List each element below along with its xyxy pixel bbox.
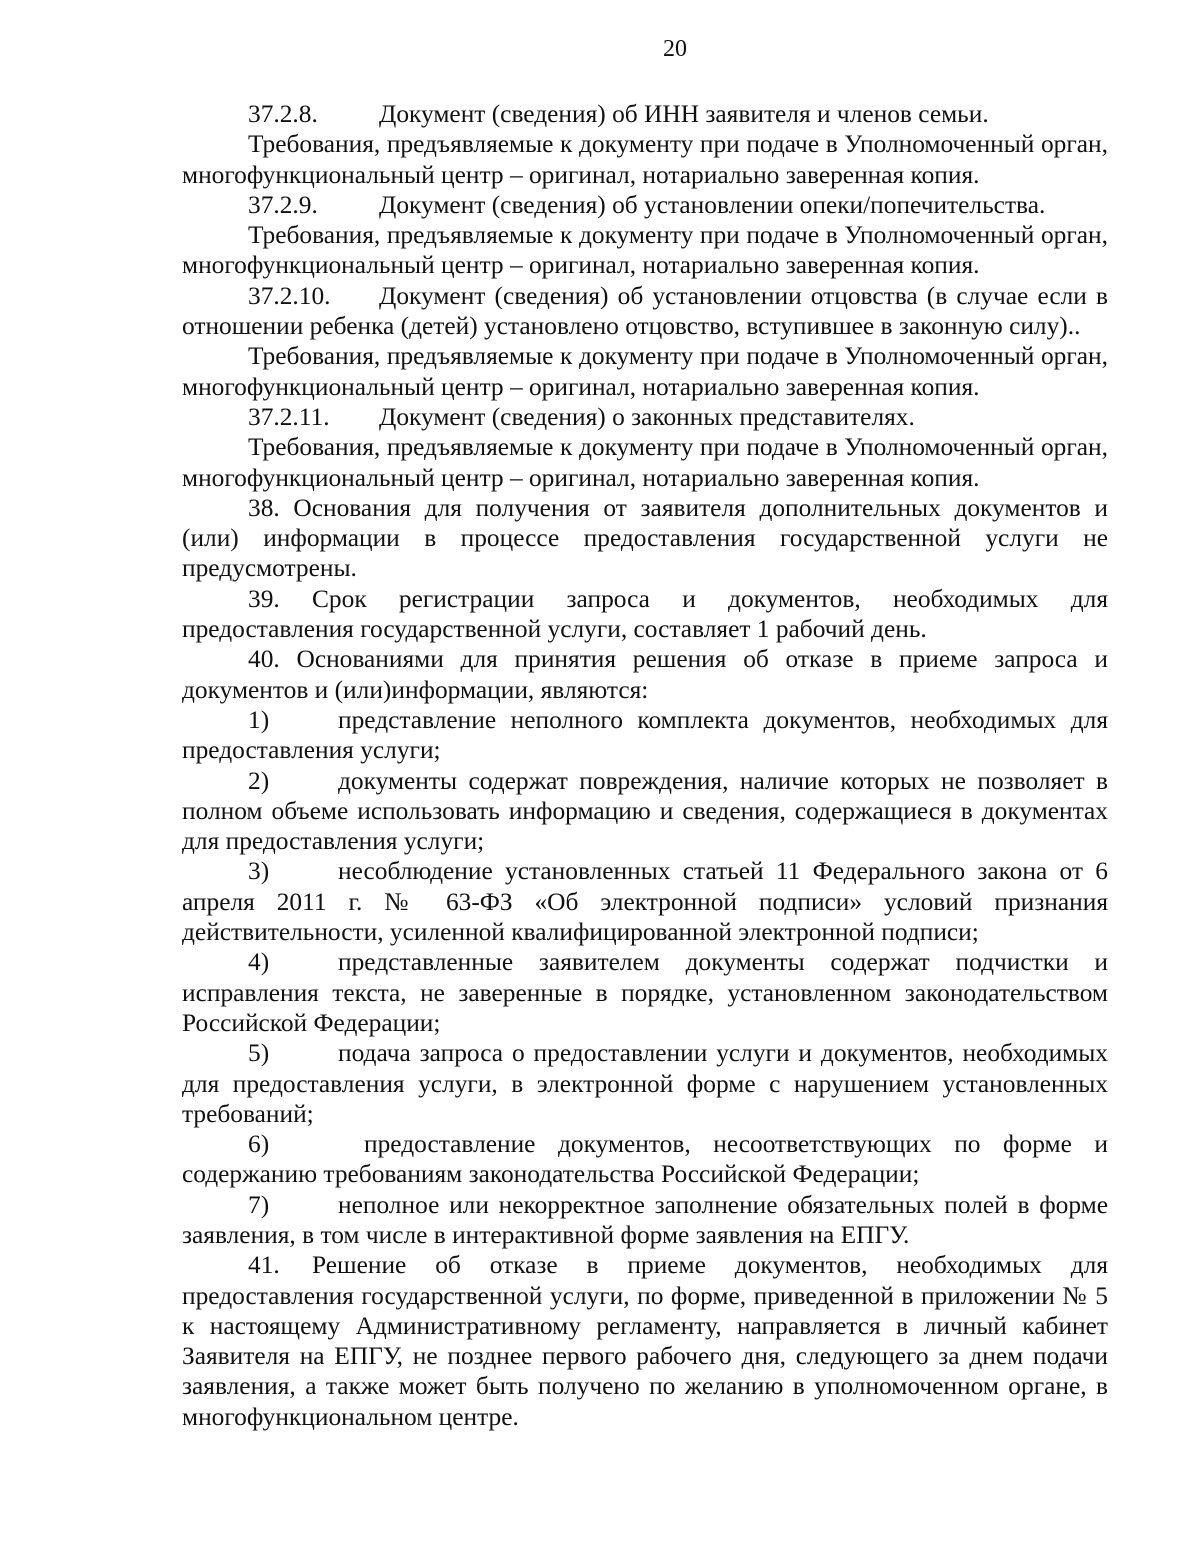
page-number: 20: [663, 36, 687, 62]
clause-number: 39.: [248, 584, 280, 613]
list-item-number: 4): [248, 948, 270, 977]
clause-number: 37.2.8.: [248, 100, 318, 128]
clause-text: Решение об отказе в приеме документов, необходимых для предоставления государственной услуги, по форме, приведенной в приложении № 5 к настоящему Административному регламенту, направляется в личный кабинет Заявителя на ЕПГУ, не позднее первого рабочего дня, следующего за днем подачи заявления, а также может быть получено по желанию в уполномоченном органе, в многофункциональном центре.: [182, 1251, 1108, 1431]
list-item-text: предоставление документов, несоответствующих по форме и содержанию требованиям законодательства Российской Федерации;: [182, 1130, 1108, 1189]
list-item-text: несоблюдение установленных статьей 11 Федерального закона от 6 апреля 2011 г. № 63-ФЗ «Об электронной подписи» условий признания действительности, усиленной квалифицированной электронной подписи;: [182, 857, 1108, 947]
list-item: [182, 1038, 1108, 1129]
paragraph-40: 40. Основаниями для принятия решения об отказе в приеме запроса и документов и (или)информации, являются:: [182, 645, 1108, 704]
list-item-text: документы содержат повреждения, наличие которых не позволяет в полном объеме использовать информацию и сведения, содержащиеся в документах для предоставления услуги;: [182, 766, 1108, 856]
list-item-number: 6): [248, 1130, 270, 1159]
clause-text: Документ (сведения) о законных представителях.: [379, 402, 915, 431]
list-item-number: 7): [248, 1190, 270, 1219]
clause-number: 37.2.10.: [248, 281, 331, 310]
list-item-text: неполное или некорректное заполнение обязательных полей в форме заявления, в том числе в интерактивной форме заявления на ЕПГУ.: [182, 1190, 1108, 1249]
requirements-paragraph: Требования, предъявляемые к документу при подаче в Уполномоченный орган, многофункциональный центр – оригинал, нотариально заверенная копия.: [182, 130, 1108, 189]
list-item-number: 1): [248, 705, 270, 734]
paragraph-37-2-11: [182, 402, 1108, 432]
requirements-paragraph: Требования, предъявляемые к документу при подаче в Уполномоченный орган, многофункциональный центр – оригинал, нотариально заверенная копия.: [182, 342, 1108, 401]
list-item-text: подача запроса о предоставлении услуги и документов, необходимых для предоставления услуги, в электронной форме с нарушением установленных требований;: [182, 1039, 1108, 1128]
clause-number: 37.2.9.: [248, 190, 318, 219]
list-item: [182, 705, 1108, 766]
clause-text: Документ (сведения) об ИНН заявителя и членов семьи.: [379, 100, 989, 128]
paragraph-37-2-10: [182, 281, 1108, 342]
list-item-number: 2): [248, 766, 270, 795]
paragraph-38: 38. Основания для получения от заявителя дополнительных документов и (или) информации в процессе предоставления государственной услуги не предусмотрены.: [182, 493, 1108, 583]
list-item: [182, 1129, 1108, 1190]
clause-number: 41.: [248, 1251, 280, 1280]
list-item-text: представленные заявителем документы содержат подчистки и исправления текста, не заверенные в порядке, установленном законодательством Российской Федерации;: [182, 948, 1108, 1037]
paragraph-37-2-8: [182, 99, 1108, 129]
list-item-number: 3): [248, 857, 270, 886]
list-item: [182, 1190, 1108, 1251]
clause-text: Срок регистрации запроса и документов, необходимых для предоставления государственной услуги, составляет 1 рабочий день.: [182, 584, 1108, 644]
paragraph-39: [182, 584, 1108, 645]
paragraph-37-2-9: [182, 190, 1108, 220]
paragraph-41: [182, 1250, 1108, 1432]
list-item-number: 5): [248, 1039, 270, 1068]
list-item: [182, 856, 1108, 947]
list-item-text: представление неполного комплекта документов, необходимых для предоставления услуги;: [182, 705, 1108, 765]
clause-number: 37.2.11.: [248, 402, 330, 431]
list-item: [182, 947, 1108, 1038]
requirements-paragraph: Требования, предъявляемые к документу при подаче в Уполномоченный орган, многофункциональный центр – оригинал, нотариально заверенная копия.: [182, 433, 1108, 492]
clause-text: Документ (сведения) об установлении опеки/попечительства.: [379, 190, 1046, 219]
list-item: [182, 766, 1108, 857]
requirements-paragraph: Требования, предъявляемые к документу при подаче в Уполномоченный орган, многофункциональный центр – оригинал, нотариально заверенная копия.: [182, 221, 1108, 280]
document-body: [182, 99, 1108, 1432]
clause-text: Документ (сведения) об установлении отцовства (в случае если в отношении ребенка (детей) установлено отцовство, вступившее в законную силу)..: [182, 281, 1108, 341]
